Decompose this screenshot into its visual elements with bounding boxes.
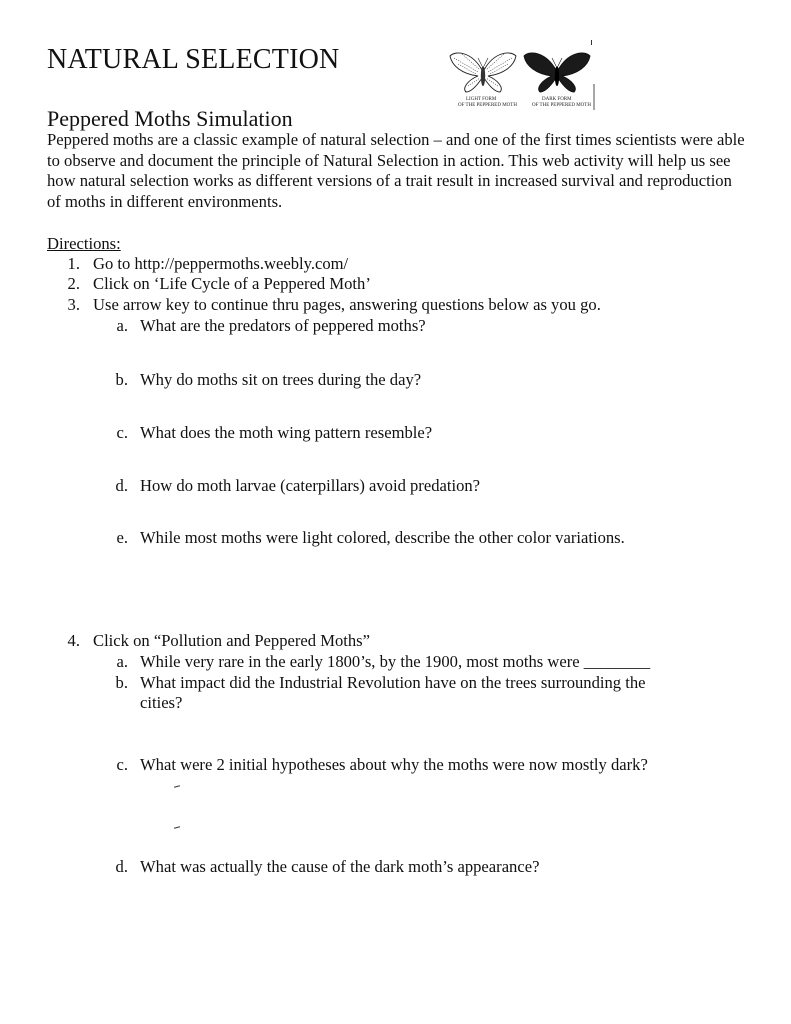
step-text: Use arrow key to continue thru pages, answering questions below as you go. [93,295,601,314]
step-text: Go to http://peppermoths.weebly.com/ [93,254,349,273]
question-letter: a. [116,316,128,335]
step-text: Click on “Pollution and Peppered Moths” [93,631,370,650]
question-letter: c. [116,423,128,442]
question-letter: d. [115,857,128,876]
step-number: 1. [67,254,80,273]
dark-form-sub: OF THE PEPPERED MOTH [532,103,591,108]
step-number: 3. [67,295,80,314]
question-letter: b. [115,673,128,692]
stray-mark [174,785,180,788]
question-letter: d. [115,476,128,495]
step-number: 2. [67,274,80,293]
question-text: How do moth larvae (caterpillars) avoid predation? [140,476,481,495]
question-text: Why do moths sit on trees during the day? [140,370,422,389]
question-text: While very rare in the early 1800’s, by the 1900, most moths were ________ [140,652,651,671]
light-form-sub: OF THE PEPPERED MOTH [458,103,517,108]
scan-mark [591,40,592,45]
question-text: What does the moth wing pattern resemble? [140,423,433,442]
moth-illustration [448,46,598,112]
question-text: What was actually the cause of the dark moth’s appearance? [140,857,540,876]
moth-figure [448,46,598,112]
question-text: What are the predators of peppered moths? [140,316,426,335]
light-moth-image [450,53,516,92]
dark-form-label: DARK FORM [542,97,572,102]
question-text: What were 2 initial hypotheses about why the moths were now mostly dark? [140,755,648,774]
question-text: What impact did the Industrial Revolution have on the trees surrounding the [140,673,646,692]
question-letter: a. [116,652,128,671]
question-letter: e. [116,528,128,547]
page-title: NATURAL SELECTION [47,44,340,75]
question-text-continued: cities? [140,693,183,712]
step-number: 4. [67,631,80,650]
directions-heading: Directions: [47,234,121,253]
stray-mark [174,826,180,829]
light-form-label: LIGHT FORM [466,97,497,102]
step-text: Click on ‘Life Cycle of a Peppered Moth’ [93,274,371,293]
question-text: While most moths were light colored, describe the other color variations. [140,528,625,547]
question-letter: c. [116,755,128,774]
dark-moth-image [524,53,590,92]
intro-paragraph: Peppered moths are a classic example of natural selection – and one of the first times scientists were able to observe and document the principle of Natural Selection in action. This web activity will help us see how natural selection works as different versions of a trait result in increased survival and reproduction of moths in different environments. [47,130,745,211]
question-letter: b. [115,370,128,389]
subtitle: Peppered Moths Simulation [47,106,293,131]
